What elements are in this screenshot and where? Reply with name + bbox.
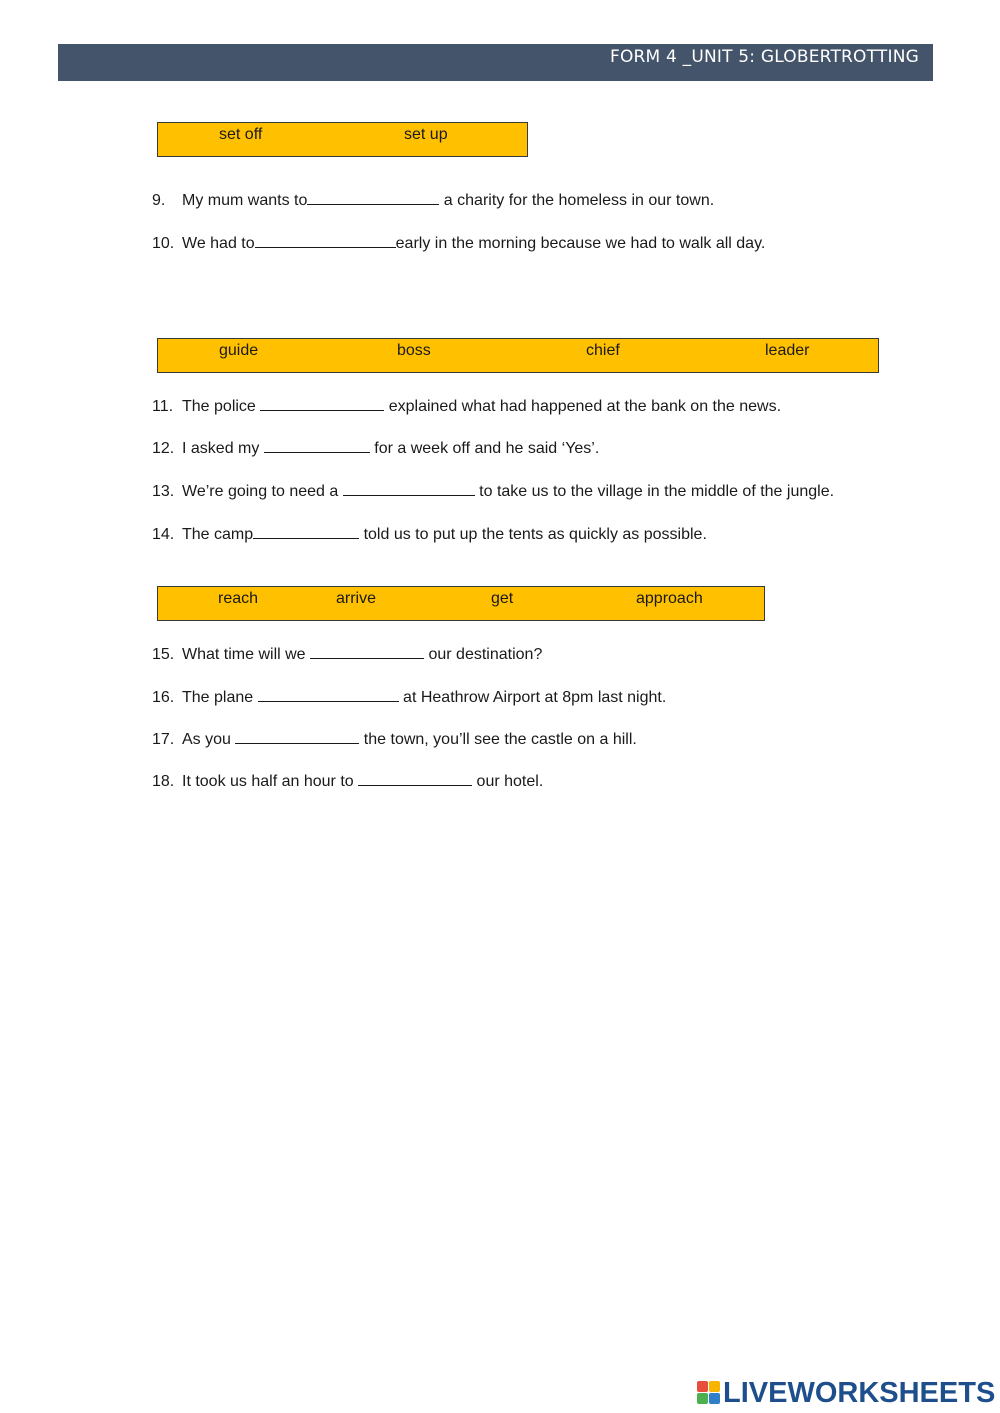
question-number: 12.: [152, 440, 175, 457]
question-15: [152, 644, 542, 664]
question-number: 17.: [152, 731, 175, 748]
answer-blank[interactable]: [260, 396, 384, 411]
question-text: told us to put up the tents as quickly as possible.: [359, 526, 707, 543]
question-text: our hotel.: [472, 773, 544, 790]
word-bank-1: [157, 122, 528, 157]
answer-blank[interactable]: [235, 729, 359, 744]
question-text: The police: [182, 398, 261, 415]
answer-blank[interactable]: [255, 233, 396, 248]
question-text: It took us half an hour to: [182, 773, 359, 790]
answer-blank[interactable]: [258, 687, 399, 702]
question-text: explained what had happened at the bank on the news.: [384, 398, 782, 415]
header-bar: [58, 44, 933, 81]
question-text: The camp: [182, 526, 254, 543]
word-option[interactable]: arrive: [336, 590, 377, 607]
word-option[interactable]: reach: [218, 590, 259, 607]
question-text: We’re going to need a: [182, 483, 343, 500]
question-number: 11.: [152, 398, 174, 415]
question-text: to take us to the village in the middle of the jungle.: [474, 483, 835, 500]
question-18: [152, 771, 543, 791]
word-option[interactable]: set off: [219, 126, 263, 143]
question-text: at Heathrow Airport at 8pm last night.: [398, 689, 667, 706]
question-number: 15.: [152, 646, 175, 663]
word-option[interactable]: boss: [397, 342, 431, 359]
worksheet-title: FORM 4 _UNIT 5: GLOBERTROTTING: [609, 47, 919, 67]
question-text: The plane: [182, 689, 258, 706]
logo-blocks-icon: [697, 1381, 721, 1405]
question-text: What time will we: [182, 646, 311, 663]
word-option[interactable]: chief: [586, 342, 620, 359]
question-text: My mum wants to: [182, 192, 308, 209]
question-12: [152, 438, 599, 458]
question-16: [152, 687, 666, 707]
question-text: a charity for the homeless in our town.: [439, 192, 715, 209]
answer-blank[interactable]: [343, 481, 475, 496]
question-text: We had to: [182, 235, 255, 252]
question-text: As you: [182, 731, 236, 748]
question-10: [152, 233, 765, 253]
question-number: 16.: [152, 689, 175, 706]
liveworksheets-logo: [697, 1378, 995, 1408]
word-option[interactable]: approach: [636, 590, 703, 607]
word-option[interactable]: leader: [765, 342, 810, 359]
answer-blank[interactable]: [310, 644, 424, 659]
question-text: for a week off and he said ‘Yes’.: [369, 440, 600, 457]
question-text: our destination?: [424, 646, 543, 663]
answer-blank[interactable]: [307, 190, 439, 205]
question-17: [152, 729, 637, 749]
question-14: [152, 524, 707, 544]
answer-blank[interactable]: [264, 438, 370, 453]
word-option[interactable]: set up: [404, 126, 448, 143]
word-option[interactable]: guide: [219, 342, 259, 359]
question-text: the town, you’ll see the castle on a hill.: [359, 731, 637, 748]
logo-text: LIVEWORKSHEETS: [723, 1376, 996, 1409]
question-text: I asked my: [182, 440, 264, 457]
question-number: 9.: [152, 192, 166, 209]
answer-blank[interactable]: [358, 771, 472, 786]
question-number: 10.: [152, 235, 175, 252]
question-text: early in the morning because we had to walk all day.: [395, 235, 766, 252]
word-option[interactable]: get: [491, 590, 514, 607]
question-number: 18.: [152, 773, 175, 790]
question-13: [152, 481, 834, 501]
answer-blank[interactable]: [253, 524, 359, 539]
question-11: [152, 396, 781, 416]
question-number: 14.: [152, 526, 175, 543]
word-bank-3: [157, 586, 765, 621]
question-number: 13.: [152, 483, 175, 500]
question-9: [152, 190, 714, 210]
word-bank-2: [157, 338, 879, 373]
